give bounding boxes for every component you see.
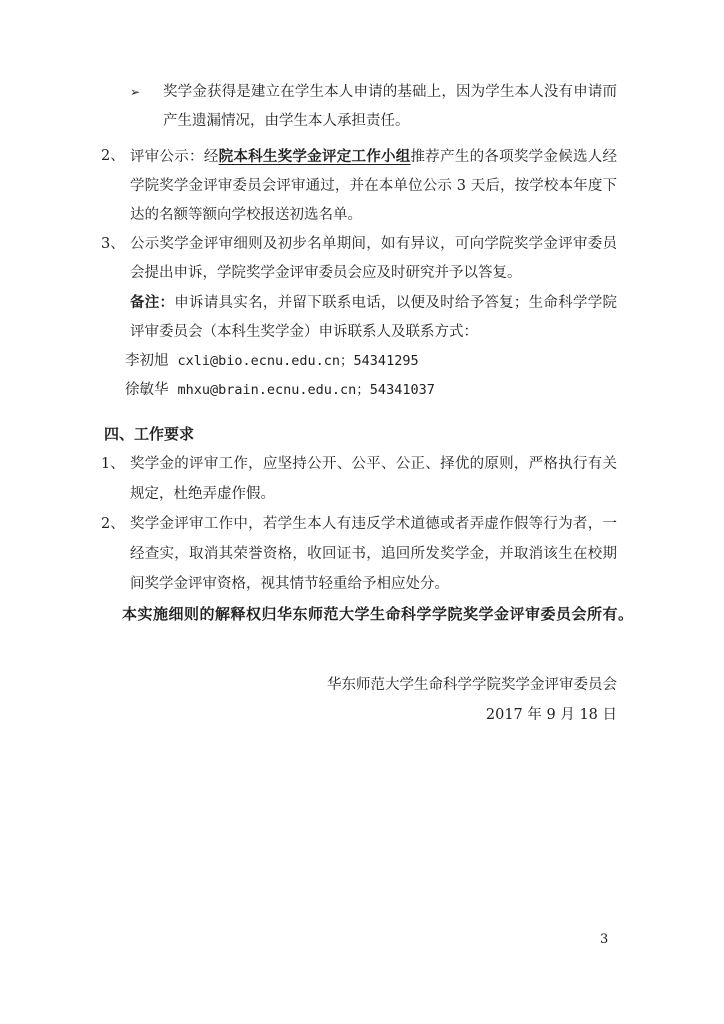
list-item-number: 3、: [101, 236, 125, 252]
list-item: [101, 449, 617, 509]
list-item-text: [130, 142, 617, 230]
underlined-term: 院本科生奖学金评定工作小组: [218, 148, 411, 165]
list-item-2: [101, 142, 617, 230]
list-item-number: 2、: [101, 516, 125, 532]
remark-label: 备注：: [130, 294, 175, 311]
item2-suffix: 推荐产生的各项奖学金候选人经学院奖学金评审委员会评审通过，并在本单位公示 3 天后，按学校本年度下达的名额等额向学校报送初选名单。: [130, 149, 617, 223]
contact-line: [125, 376, 724, 405]
contact-line: [125, 347, 724, 376]
remark-text: 申诉请具实名，并留下联系电话，以便及时给予答复；生命科学学院评审委员会（本科生奖学金）申诉联系人及联系方式：: [130, 295, 617, 340]
bullet-list-item: [130, 78, 617, 136]
remark-paragraph: [130, 288, 617, 347]
item2-prefix: 评审公示：经: [130, 149, 219, 165]
list-item: [101, 509, 617, 599]
list-item-number: 2、: [101, 148, 125, 164]
list-item-text: 奖学金评审工作中，若学生本人有违反学术道德或者弄虚作假等行为者，一经查实，取消其荣誉资格，收回证书，追回所发奖学金，并取消该生在校期间奖学金评审资格，视其情节轻重给予相应处分。: [130, 516, 617, 592]
contact-email-phone: mhxu@brain.ecnu.edu.cn；54341037: [177, 382, 435, 398]
signature-organization: 华东师范大学生命科学学院奖学金评审委员会: [327, 677, 617, 693]
list-item-number: 1、: [101, 456, 125, 472]
closing-statement: 本实施细则的解释权归华东师范大学生命科学学院奖学金评审委员会所有。: [122, 605, 634, 623]
section-heading: 四、工作要求: [104, 425, 195, 443]
contact-name: 徐敏华: [125, 382, 169, 398]
arrow-bullet-icon: ➢: [130, 85, 141, 99]
signature-date: 2017 年 9 月 18 日: [485, 707, 617, 723]
list-item-text: 公示奖学金评审细则及初步名单期间，如有异议，可向学院奖学金评审委员会提出申诉，学院奖学金评审委员会应及时研究并予以答复。: [130, 236, 617, 281]
bullet-item-text: 奖学金获得是建立在学生本人申请的基础上，因为学生本人没有申请而产生遗漏情况，由学生本人承担责任。: [163, 84, 617, 129]
list-item-text: 奖学金的评审工作，应坚持公开、公平、公正、择优的原则，严格执行有关规定，杜绝弄虚作假。: [130, 456, 617, 502]
section-work-requirements: [0, 419, 724, 629]
contact-name: 李初旭: [125, 353, 169, 369]
signature-block: [0, 670, 617, 730]
list-item-3: [101, 230, 617, 288]
contact-email-phone: cxli@bio.ecnu.edu.cn；54341295: [177, 353, 419, 369]
page-number: 3: [600, 932, 609, 947]
